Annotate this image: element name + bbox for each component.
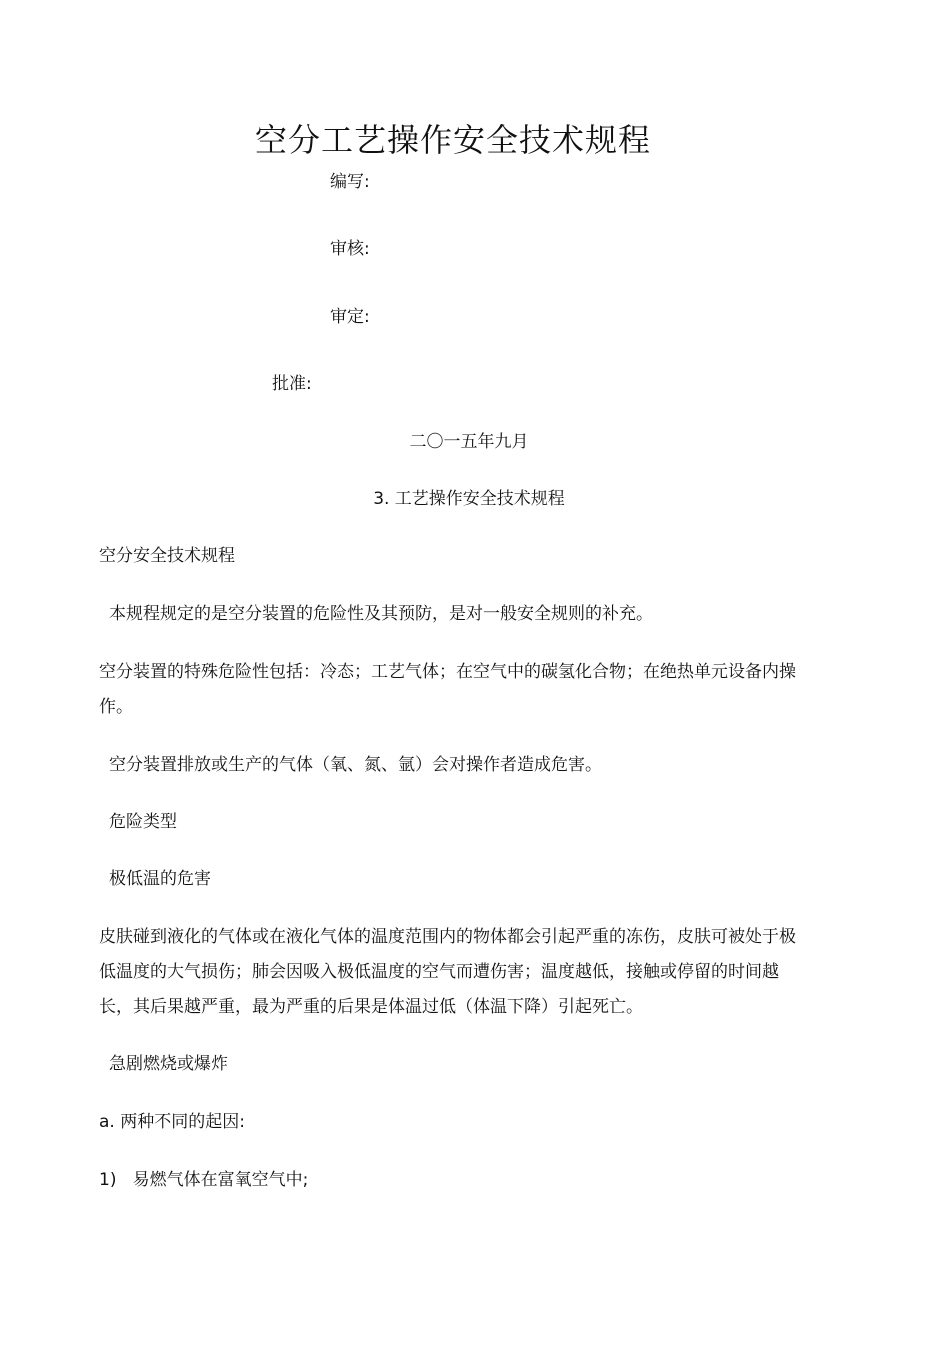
authorizer-label: 批准:: [272, 374, 312, 394]
paragraph-scope: 本规程规定的是空分装置的危险性及其预防，是对一般安全规则的补充。: [109, 604, 653, 624]
paragraph-gas-hazards: 空分装置排放或生产的气体（氧、氮、氩）会对操作者造成危害。: [109, 755, 602, 775]
causes-heading: a. 两种不同的起因:: [99, 1112, 245, 1132]
combustion-heading: 急剧燃烧或爆炸: [109, 1054, 228, 1074]
reviewer-label: 审核:: [330, 239, 370, 259]
subheading: 空分安全技术规程: [99, 546, 235, 566]
approver-label: 审定:: [330, 307, 370, 327]
hazard-types-heading: 危险类型: [109, 812, 177, 832]
paragraph-low-temp: 皮肤碰到液化的气体或在液化气体的温度范围内的物体都会引起严重的冻伤，皮肤可被处于极低温度的大气损伤；肺会因吸入极低温度的空气而遭伤害；温度越低，接触或停留的时间越长，其后果越严重，最为严重的后果是体温过低（体温下降）引起死亡。: [99, 927, 796, 1017]
document-date: 二〇一五年九月: [409, 432, 529, 452]
paragraph-special-hazards: 空分装置的特殊危险性包括：冷态；工艺气体；在空气中的碳氢化合物；在绝热单元设备内操作。: [99, 662, 796, 717]
section-heading: 3. 工艺操作安全技术规程: [373, 489, 565, 509]
low-temp-heading: 极低温的危害: [109, 869, 211, 889]
document-title: 空分工艺操作安全技术规程: [254, 121, 651, 159]
cause-1: 1) 易燃气体在富氧空气中;: [99, 1170, 309, 1190]
writer-label: 编写:: [330, 172, 370, 192]
